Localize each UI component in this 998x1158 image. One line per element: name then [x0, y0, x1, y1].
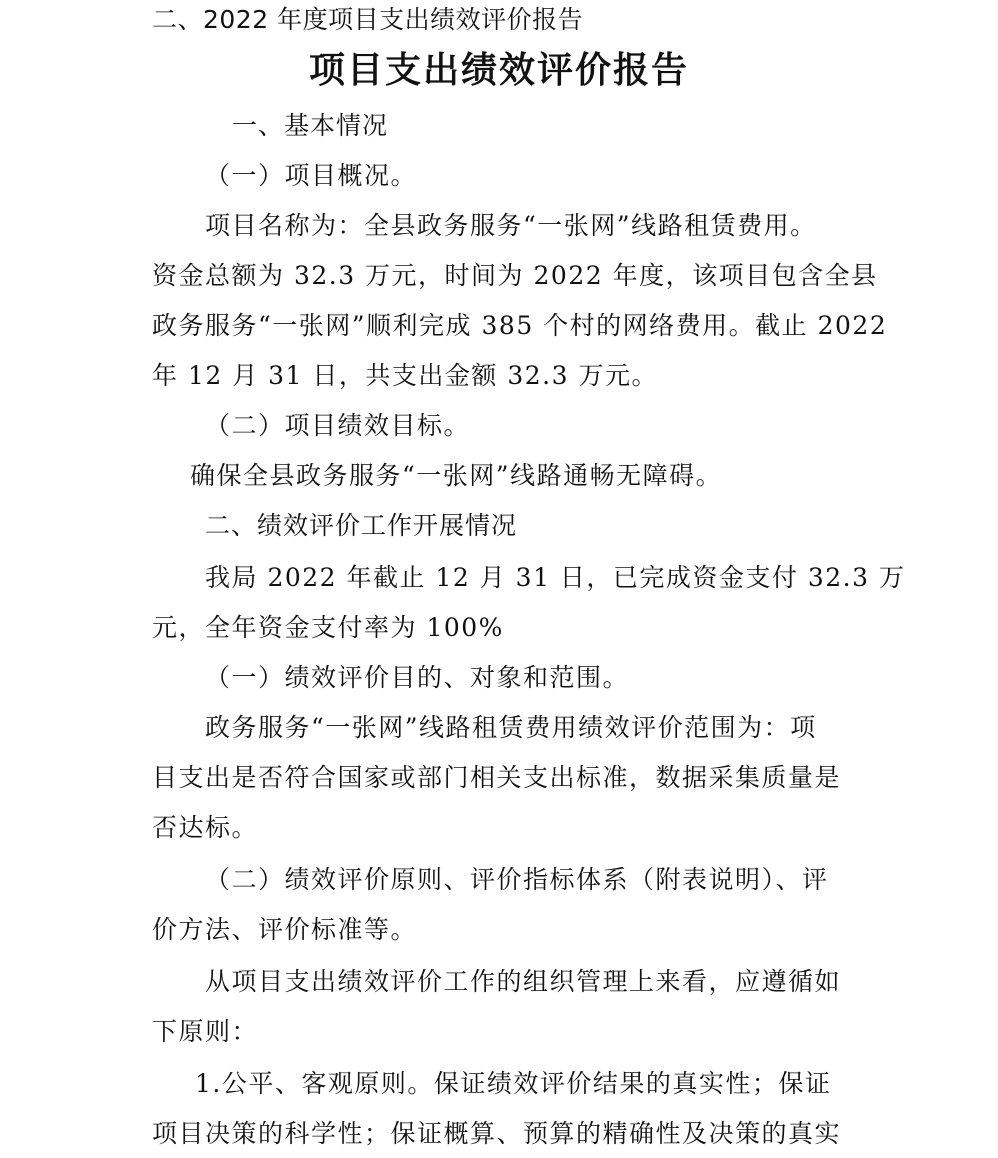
- paragraph-line: 我局 2022 年截止 12 月 31 日，已完成资金支付 32.3 万: [205, 563, 906, 592]
- paragraph-line: 年 12 月 31 日，共支出金额 32.3 万元。: [152, 361, 658, 390]
- paragraph-line: 元，全年资金支付率为 100%: [152, 613, 504, 642]
- paragraph-line: 从项目支出绩效评价工作的组织管理上来看，应遵循如: [205, 967, 842, 996]
- paragraph-line: 资金总额为 32.3 万元，时间为 2022 年度，该项目包含全县: [152, 261, 878, 290]
- paragraph-line: 政务服务“一张网”顺利完成 385 个村的网络费用。截止 2022: [152, 311, 888, 340]
- report-header-line: 二、2022 年度项目支出绩效评价报告: [152, 5, 584, 34]
- section-heading-evaluation-work: 二、绩效评价工作开展情况: [205, 511, 518, 540]
- paragraph-line: 确保全县政务服务“一张网”线路通畅无障碍。: [190, 461, 723, 490]
- document-title: 项目支出绩效评价报告: [308, 49, 689, 91]
- subsection-heading-evaluation-scope: （一）绩效评价目的、对象和范围。: [205, 663, 630, 692]
- paragraph-line: 项目决策的科学性；保证概算、预算的精确性及决策的真实: [152, 1119, 842, 1148]
- subsection-heading-project-overview: （一）项目概况。: [205, 161, 418, 190]
- subsection-heading-evaluation-principles: （二）绩效评价原则、评价指标体系（附表说明）、评: [205, 865, 829, 894]
- subsection-heading-performance-goal: （二）项目绩效目标。: [205, 411, 471, 440]
- paragraph-line: 目支出是否符合国家或部门相关支出标准，数据采集质量是: [152, 763, 842, 792]
- section-heading-basic-info: 一、基本情况: [232, 111, 389, 140]
- paragraph-line: 下原则：: [152, 1017, 259, 1046]
- paragraph-line: 否达标。: [152, 813, 259, 842]
- paragraph-line: 项目名称为：全县政务服务“一张网”线路租赁费用。: [205, 211, 817, 240]
- paragraph-line: 1.公平、客观原则。保证绩效评价结果的真实性；保证: [195, 1069, 832, 1098]
- paragraph-line: 政务服务“一张网”线路租赁费用绩效评价范围为：项: [205, 713, 817, 742]
- paragraph-line: 价方法、评价标准等。: [152, 915, 418, 944]
